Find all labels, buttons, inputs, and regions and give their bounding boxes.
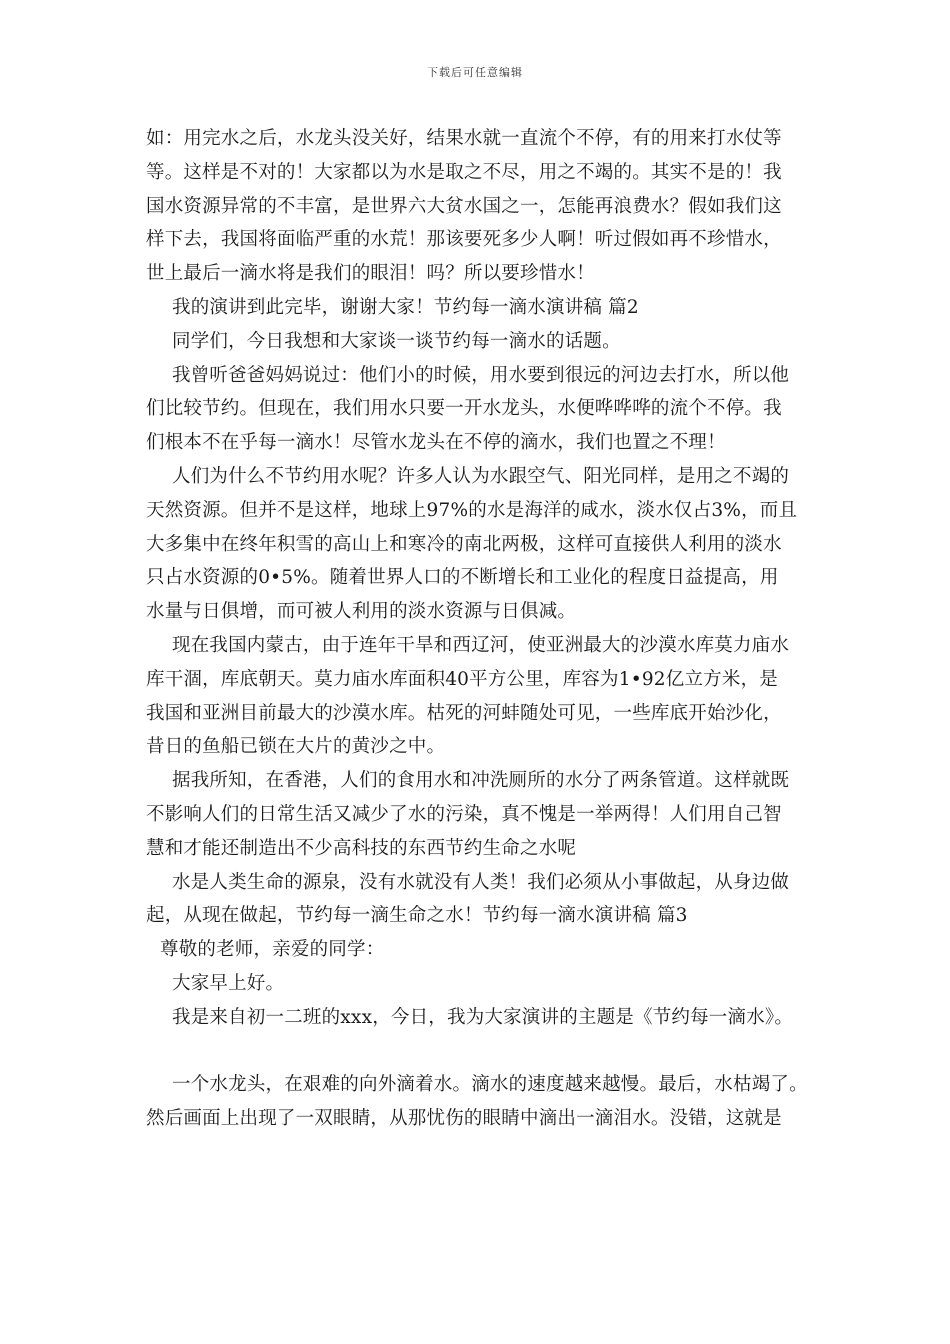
text-line: 我是来自初一二班的xxx，今日，我为大家演讲的主题是《节约每一滴水》。	[172, 1006, 794, 1028]
text-line: 同学们，今日我想和大家谈一谈节约每一滴水的话题。	[172, 330, 621, 352]
text-line: 水量与日俱增，而可被人利用的淡水资源与日俱减。	[146, 601, 577, 623]
text-line: 昔日的鱼船已锁在大片的黄沙之中。	[146, 736, 446, 758]
text-line: 们比较节约。但现在，我们用水只要一开水龙头，水便哗哗哗的流个不停。我	[146, 398, 782, 420]
text-line: 世上最后一滴水将是我们的眼泪！吗？所以要珍惜水！	[146, 263, 595, 285]
paragraph-gap	[146, 1035, 826, 1069]
text-line: 大多集中在终年积雪的高山上和寒冷的南北两极，这样可直接供人利用的淡水	[146, 533, 782, 555]
text-line: 国水资源异常的不丰富，是世界六大贫水国之一，怎能再浪费水？假如我们这	[146, 195, 782, 217]
text-line: 我国和亚洲目前最大的沙漠水库。枯死的河蚌随处可见，一些库底开始沙化，	[146, 702, 782, 724]
text-line: 我曾听爸爸妈妈说过：他们小的时候，用水要到很远的河边去打水，所以他	[172, 364, 790, 386]
text-line: 据我所知，在香港，人们的食用水和冲洗厕所的水分了两条管道。这样就既	[172, 770, 790, 792]
text-line: 样下去，我国将面临严重的水荒！那该要死多少人啊！听过假如再不珍惜水，	[146, 229, 782, 251]
text-line: 我的演讲到此完毕，谢谢大家！节约每一滴水演讲稿 篇2	[172, 296, 639, 318]
text-line: 人们为什么不节约用水呢？许多人认为水跟空气、阳光同样，是用之不竭的	[172, 465, 790, 487]
text-line: 现在我国内蒙古，由于连年干旱和西辽河，使亚洲最大的沙漠水库莫力庙水	[172, 634, 790, 656]
page-header: 下载后可任意编辑	[427, 66, 523, 79]
text-line: 水是人类生命的源泉，没有水就没有人类！我们必须从小事做起，从身边做	[172, 871, 790, 893]
text-line: 等。这样是不对的！大家都以为水是取之不尽，用之不竭的。其实不是的！我	[146, 161, 782, 183]
text-line: 只占水资源的0•5%。随着世界人口的不断增长和工业化的程度日益提高，用	[146, 567, 779, 589]
text-line: 天然资源。但并不是这样，地球上97%的水是海洋的咸水，淡水仅占3%，而且	[146, 499, 798, 521]
text-line: 大家早上好。	[172, 972, 285, 994]
text-line: 然后画面上出现了一双眼睛，从那忧伤的眼睛中滴出一滴泪水。没错，这就是	[146, 1108, 782, 1130]
text-line: 们根本不在乎每一滴水！尽管水龙头在不停的滴水，我们也置之不理！	[146, 432, 726, 454]
text-line: 起，从现在做起，节约每一滴生命之水！节约每一滴水演讲稿 篇3	[146, 905, 688, 927]
text-line: 不影响人们的日常生活又减少了水的污染，真不愧是一举两得！人们用自己智	[146, 803, 782, 825]
document-body	[146, 122, 826, 1136]
text-line: 库干涸，库底朝天。莫力庙水库面积40平方公里，库容为1•92亿立方米，是	[146, 668, 778, 690]
text-line: 尊敬的老师，亲爱的同学：	[160, 939, 385, 961]
text-line: 一个水龙头，在艰难的向外滴着水。滴水的速度越来越慢。最后，水枯竭了。	[172, 1074, 808, 1096]
text-line: 慧和才能还制造出不少高科技的东西节约生命之水呢	[146, 837, 577, 859]
text-line: 如：用完水之后，水龙头没关好，结果水就一直流个不停，有的用来打水仗等	[146, 128, 782, 149]
